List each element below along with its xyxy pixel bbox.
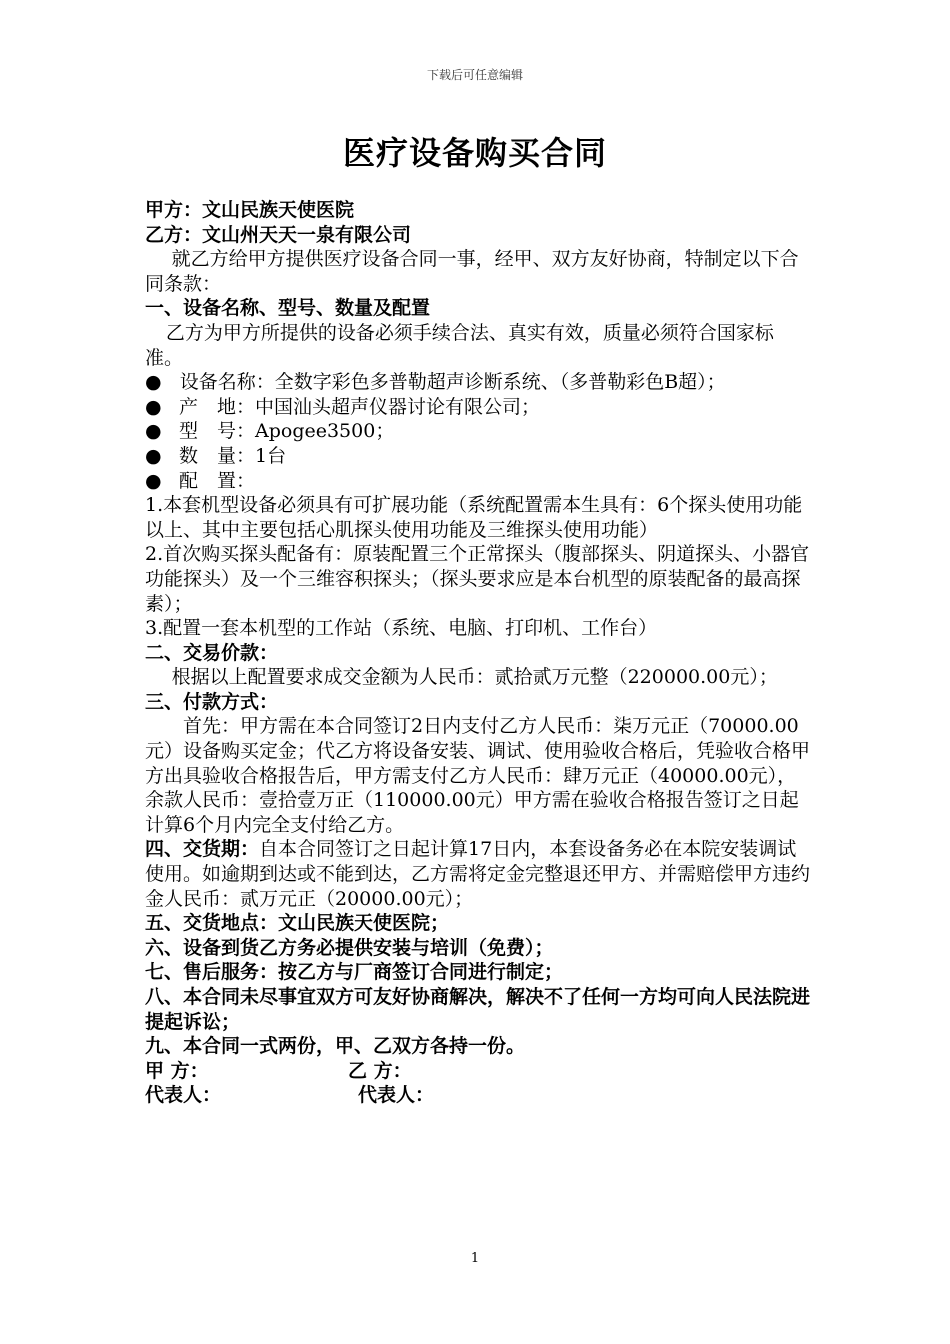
party-a-sign-label: 甲 方： [145,1059,209,1082]
config-item-3: 3.配置一套本机型的工作站（系统、电脑、打印机、工作台） [145,617,658,640]
bullet-text: 配 置： [179,469,256,492]
section-2-text: 根据以上配置要求成交金额为人民币：贰拾贰万元整（220000.00元）； [171,666,778,689]
bullet-item [145,370,810,395]
party-b-sign-label: 乙 方： [348,1059,412,1082]
section-3-text: 首先：甲方需在本合同签订2日内支付乙方人民币：柒万元正（70000.00元）设备购买定金；代乙方将设备安装、调试、使用验收合格后，凭验收合格甲方出具验收合格报告后，甲方需支付乙方人民币：肆万元正（40000.00元），余款人民币：壹拾壹万正（110000.00元）甲方需在验收合格报告签订之日起计算6个月内完全支付给乙方。 [145,715,811,836]
bullet-text: 设备名称：全数字彩色多普勒超声诊断系统、（多普勒彩色B超）； [179,371,726,394]
bullet-icon: ● [145,469,162,492]
bullet-text: 产 地：中国汕头超声仪器讨论有限公司； [179,395,541,418]
header-note: 下载后可任意编辑 [426,68,523,82]
bullet-item [145,469,810,494]
section-1-text: 乙方为甲方所提供的设备必须手续合法、真实有效，质量必须符合国家标准。 [145,321,774,369]
page-number: 1 [470,1251,480,1266]
section-9: 九、本合同一式两份，甲、乙双方各持一份。 [145,1035,526,1058]
section-4 [145,837,810,911]
signature-row-parties [145,1059,810,1084]
intro-paragraph: 就乙方给甲方提供医疗设备合同一事，经甲、双方友好协商，特制定以下合同条款： [145,248,799,295]
section-8: 八、本合同未尽事宜双方可友好协商解决，解决不了任何一方均可向人民法院进提起诉讼； [145,986,811,1033]
signature-row-reps [145,1083,810,1108]
section-7: 七、售后服务：按乙方与厂商签订合同进行制定； [145,961,564,984]
section-2-heading: 二、交易价款： [145,641,279,664]
section-1-heading: 一、设备名称、型号、数量及配置 [145,297,431,320]
config-item-2: 2.首次购买探头配备有：原装配置三个正常探头（腹部探头、阴道探头、小器官功能探头）及一个三维容积探头；（探头要求应是本台机型的原装配备的最高探素）； [145,543,810,615]
section-6: 六、设备到货乙方务必提供安装与培训（免费）； [145,936,554,959]
party-a-rep-label: 代表人： [145,1084,222,1107]
party-b: 乙方：文山州天天一泉有限公司 [145,223,412,246]
section-5: 五、交货地点：文山民族天使医院； [145,912,450,935]
bullet-item [145,419,810,444]
bullet-icon: ● [145,420,162,443]
section-3-heading: 三、付款方式： [145,690,279,713]
bullet-icon: ● [145,395,162,418]
page-title: 医疗设备购买合同 [342,134,607,172]
party-b-rep-label: 代表人： [358,1084,435,1107]
section-4-text: 自本合同签订之日起计算17日内，本套设备务必在本院安装调试使用。如逾期到达或不能到达，乙方需将定金完整退还甲方、并需赔偿甲方违约金人民币：贰万元正（20000.00元）； [145,838,811,910]
bullet-item [145,444,810,469]
bullet-icon: ● [145,371,162,394]
contract-body [145,198,810,1108]
section-4-heading: 四、交货期： [145,838,260,861]
bullet-icon: ● [145,444,162,467]
party-a: 甲方：文山民族天使医院 [145,199,355,221]
config-item-1: 1.本套机型设备必须具有可扩展功能（系统配置需本生具有：6个探头使用功能以上、其中主要包括心肌探头使用功能及三维探头使用功能） [145,494,803,541]
bullet-text: 型 号：Apogee3500； [179,420,395,443]
bullet-item [145,395,810,420]
bullet-text: 数 量：1台 [179,444,287,467]
